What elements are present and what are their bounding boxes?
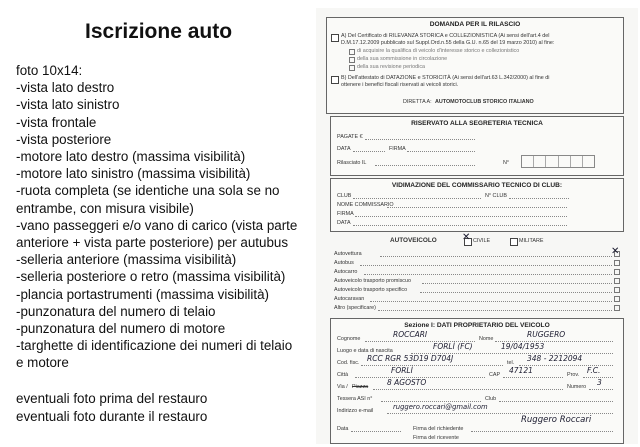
list-item: e motore [16,355,69,371]
tel-value: 348 - 2212094 [527,354,583,363]
list-item: -vista lato destro [16,80,115,96]
sub-option: di acquisire la qualifica di veicolo d'interesse storico e collezionistico [357,48,520,54]
list-item: -vista posteriore [16,131,112,147]
diretta-value: AUTOMOTOCLUB STORICO ITALIANO [435,99,534,105]
type-line [422,283,612,284]
firma-label: FIRMA [389,146,406,152]
list-item: -punzonatura del numero di telaio [16,303,216,319]
data-label: Data [337,426,349,432]
option-a-checkbox[interactable] [331,34,339,42]
type-checkbox[interactable] [614,269,620,275]
club-line [353,198,481,199]
list-item: entrambe, con misura visibile) [16,200,194,216]
list-item: -selleria anteriore (massima visibilità) [16,252,237,268]
list-heading: foto 10x14: [16,63,83,78]
instructions-panel [0,0,316,447]
data-label: DATA [337,220,351,226]
list-item: -vista lato sinistro [16,97,120,113]
footer-note: eventuali foto durante il restauro [16,409,208,424]
list-item: -motore lato destro (massima visibilità) [16,149,246,165]
citta-value: FORLÌ [391,366,413,375]
type-checkbox[interactable] [614,287,620,293]
club-label: CLUB [337,193,352,199]
type-line [370,301,612,302]
nome-label: Nome [479,336,494,342]
club-label: Club [485,396,497,402]
type-item: Autoveicolo trasporto specifico [334,287,408,293]
prov-value: F.C. [587,366,601,375]
email-label: Indirizzo e-mail [337,408,374,414]
autoveicolo-section [330,234,622,314]
via-line [373,389,563,390]
type-checkbox[interactable] [614,305,620,311]
data-nascita-value: 19/04/1953 [501,342,545,351]
via-value: 8 AGOSTO [387,378,427,387]
email-value: ruggero.roccari@gmail.com [393,403,488,411]
cod-fisc-value: RCC RGR 53D19 D704J [367,354,454,363]
nclub-label: N° CLUB [485,193,507,199]
type-line [380,256,612,257]
sezione-box [330,318,624,444]
numero-value: 3 [597,378,602,387]
pagate-line [365,139,475,140]
domanda-title: DOMANDA PER IL RILASCIO [429,21,521,28]
militare-label: MILITARE [519,238,544,244]
cap-value: 47121 [509,366,533,375]
vidimazione-title: VIDIMAZIONE DEL COMMISSARIO TECNICO DI CLUB: [391,182,563,189]
page-title: Iscrizione auto [85,20,233,43]
type-checkbox[interactable] [614,260,620,266]
data-line [353,225,567,226]
type-item: Autocarro [334,269,358,275]
numero-line [589,389,613,390]
list-item: -vano passeggeri e/o vano di carico (vista parte [16,217,298,233]
photo-list [16,62,316,372]
nclub-line [509,198,569,199]
type-item: Autocaravan [334,296,365,302]
nome-label: NOME COMMISSARIO [337,202,394,208]
tel-label: tel. [507,360,515,366]
option-a-text-2: D.M.17.12.2009 pubblicato sul Suppl.Ord.n.55 della G.U. n.65 del 19 marzo 2010) al fine: [341,40,555,46]
citta-label: Città [337,372,349,378]
militare-checkbox[interactable] [510,238,518,246]
firma-line [407,151,475,152]
signature: Ruggero Roccari [521,415,592,425]
pagate-label: PAGATE € [337,134,363,140]
nome-line [387,207,567,208]
checkmark-icon: ✕ [611,246,620,257]
tessera-line [381,401,481,402]
firma-richiedente-label: Firma del richiedente [413,426,464,432]
firma-label: FIRMA [337,211,354,217]
list-item: -vista frontale [16,114,97,130]
type-line [378,310,612,311]
firma-ricevente-label: Firma del ricevente [413,435,459,441]
sezione-title: Sezione I: DATI PROPRIETARIO DEL VEICOLO [404,322,550,329]
cap-line [503,377,563,378]
sub-checkbox[interactable] [349,65,355,71]
prov-label: Prov. [567,372,580,378]
type-checkbox[interactable] [614,278,620,284]
option-a-text: A) Del Certificato di RILEVANZA STORICA e COLLEZIONISTICA (Ai sensi dell'art.4 del [341,33,550,39]
type-line [420,292,612,293]
segreteria-box [330,116,624,176]
option-b-text-2: ottenere i benefici fiscali riservati ai veicoli storici. [341,82,459,88]
type-item: Autobus [334,260,354,266]
type-item: Autoveicolo trasporto promiscuo [334,278,412,284]
cod-fisc-label: Cod. fisc. [337,360,360,366]
email-line [387,413,613,414]
number-grid[interactable] [521,155,595,168]
list-item: -selleria posteriore o retro (massima visibilità) [16,269,286,285]
diretta-label: DIRETTA A: [403,99,432,105]
rilasciato-line [375,165,475,166]
option-b-text: B) Dell'attestato di DATAZIONE e STORICITÀ (Ai sensi dell'art.63 L.342/2000) al fine di [341,75,550,81]
firma-line [355,216,567,217]
firma-richiedente-line [471,431,613,432]
data-line [351,431,401,432]
list-item: anteriore + vista parte posteriore) per autubus [16,235,289,251]
cod-fisc-line [361,365,503,366]
sub-option: della sua sommissione in circolazione [357,56,448,62]
type-line [364,274,612,275]
sub-option: della sua revisione periodica [357,64,426,70]
option-b-checkbox[interactable] [331,76,339,84]
sub-checkbox[interactable] [349,57,355,63]
sub-checkbox[interactable] [349,49,355,55]
type-item: Autovettura [334,251,362,257]
list-item: -punzonatura del numero di motore [16,321,226,337]
club-line [499,401,613,402]
list-item: -motore lato sinistro (massima visibilità) [16,166,251,182]
autoveicolo-title: AUTOVEICOLO [390,237,437,244]
type-item: Altro (specificare) [334,305,376,311]
segreteria-title: RISERVATO ALLA SEGRETERIA TECNICA [411,120,543,127]
domanda-box [326,17,624,114]
type-line [360,265,612,266]
vidimazione-box [330,178,624,232]
checkmark-icon: ✕ [462,232,471,243]
piazza-label: Piazza [352,384,369,390]
type-checkbox[interactable] [614,296,620,302]
list-item: -targhette di identificazione dei numeri di telaio [16,338,293,354]
data-label: DATA [337,146,351,152]
numero-label: Numero [567,384,587,390]
list-item: -plancia portastrumenti (massima visibilità) [16,286,270,302]
data-line [353,151,385,152]
cap-label: CAP [489,372,501,378]
nome-value: RUGGERO [527,330,566,339]
application-form [316,8,638,444]
via-label: Via / [337,384,348,390]
civile-label: CIVILE [473,238,491,244]
luogo-label: Luogo e data di nascita [337,348,393,354]
footer-note: eventuali foto prima del restauro [16,391,208,406]
cognome-value: ROCCARI [393,330,428,339]
footer-notes [16,390,207,426]
rilasciato-label: Rilasciato IL [337,160,367,166]
cognome-label: Cognome [337,336,361,342]
list-item: -ruota completa (se identiche una sola se no [16,183,280,199]
luogo-value: FORLÌ (FC) [433,342,473,351]
n-label: N° [503,160,510,166]
tessera-label: Tessera ASI n° [337,396,373,402]
